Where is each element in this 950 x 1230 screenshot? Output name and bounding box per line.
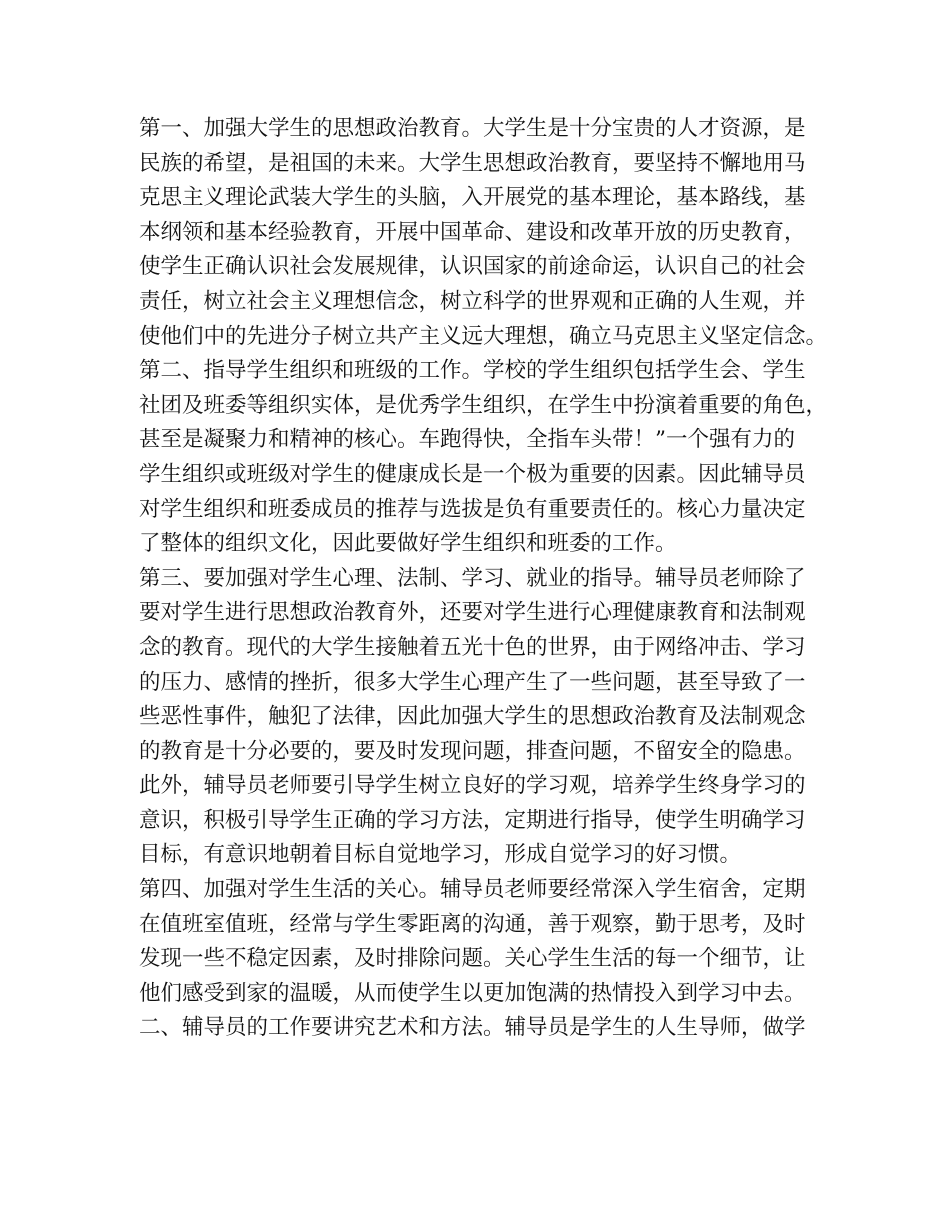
text-line-27: 二、辅导员的工作要讲究艺术和方法。辅导员是学生的人生导师，做学 [139,1015,806,1041]
text-line-18: 些恶性事件，触犯了法律，因此加强大学生的思想政治教育及法制观念 [139,704,806,730]
text-line-20: 此外，辅导员老师要引导学生树立良好的学习观，培养学生终身学习的 [139,773,806,799]
text-line-17: 的压力、感情的挫折，很多大学生心理产生了一些问题，甚至导致了一 [139,669,806,695]
text-line-22: 目标，有意识地朝着目标自觉地学习，形成自觉学习的好习惯。 [139,842,742,868]
body-text [139,112,829,1046]
text-line-6: 责任，树立社会主义理想信念，树立科学的世界观和正确的人生观，并 [139,288,806,314]
text-line-19: 的教育是十分必要的，要及时发现问题，排查问题，不留安全的隐患。 [139,738,806,764]
text-line-1: 第一、加强大学生的思想政治教育。大学生是十分宝贵的人才资源，是 [139,116,806,141]
text-line-5: 使学生正确认识社会发展规律，认识国家的前途命运，认识自己的社会 [139,254,806,280]
text-line-10: 甚至是凝聚力和精神的核心。车跑得快，全指车头带！”一个强有力的 [139,427,795,453]
text-line-8: 第二、指导学生组织和班级的工作。学校的学生组织包括学生会、学生 [139,358,806,384]
text-line-7: 使他们中的先进分子树立共产主义远大理想，确立马克思主义坚定信念。 [139,323,828,349]
text-line-9: 社团及班委等组织实体，是优秀学生组织，在学生中扮演着重要的角色， [139,392,828,418]
text-line-13: 了整体的组织文化，因此要做好学生组织和班委的工作。 [139,531,677,557]
text-line-23: 第四、加强对学生生活的关心。辅导员老师要经常深入学生宿舍，定期 [139,877,806,903]
text-line-26: 他们感受到家的温暖，从而使学生以更加饱满的热情投入到学习中去。 [139,980,806,1006]
text-line-3: 克思主义理论武装大学生的头脑，入开展党的基本理论，基本路线，基 [139,185,806,211]
text-line-12: 对学生组织和班委成员的推荐与选拔是负有重要责任的。核心力量决定 [139,496,806,522]
text-line-11: 学生组织或班级对学生的健康成长是一个极为重要的因素。因此辅导员 [139,461,806,487]
text-line-15: 要对学生进行思想政治教育外，还要对学生进行心理健康教育和法制观 [139,600,806,626]
text-line-4: 本纲领和基本经验教育，开展中国革命、建设和改革开放的历史教育， [139,219,806,245]
text-line-25: 发现一些不稳定因素，及时排除问题。关心学生生活的每一个细节，让 [139,946,806,972]
text-line-21: 意识，积极引导学生正确的学习方法，定期进行指导，使学生明确学习 [139,807,806,833]
text-line-14: 第三、要加强对学生心理、法制、学习、就业的指导。辅导员老师除了 [139,565,806,591]
text-line-16: 念的教育。现代的大学生接触着五光十色的世界，由于网络冲击、学习 [139,634,806,660]
text-line-2: 民族的希望，是祖国的未来。大学生思想政治教育，要坚持不懈地用马 [139,150,806,176]
text-line-24: 在值班室值班，经常与学生零距离的沟通，善于观察，勤于思考，及时 [139,911,806,937]
